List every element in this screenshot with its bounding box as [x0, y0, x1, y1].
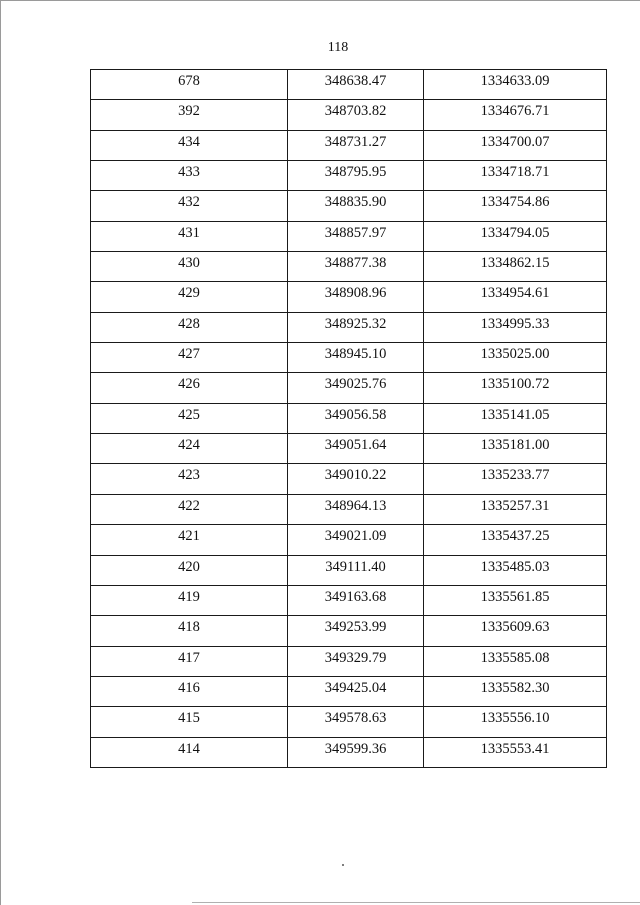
y-coordinate-cell: 1335609.63: [424, 616, 607, 646]
coordinates-table-body: [91, 70, 607, 768]
point-id-cell: 414: [91, 737, 288, 767]
point-id-cell: 427: [91, 343, 288, 373]
x-coordinate-cell: 348908.96: [288, 282, 424, 312]
table-row: [91, 252, 607, 282]
table-row: [91, 464, 607, 494]
y-coordinate-cell: 1334862.15: [424, 252, 607, 282]
point-id-cell: 418: [91, 616, 288, 646]
x-coordinate-cell: 349599.36: [288, 737, 424, 767]
table-row: [91, 70, 607, 100]
x-coordinate-cell: 348795.95: [288, 161, 424, 191]
point-id-cell: 432: [91, 191, 288, 221]
x-coordinate-cell: 348703.82: [288, 100, 424, 130]
table-row: [91, 343, 607, 373]
coordinates-table: [90, 69, 607, 768]
y-coordinate-cell: 1335585.08: [424, 646, 607, 676]
table-row: [91, 434, 607, 464]
point-id-cell: 678: [91, 70, 288, 100]
point-id-cell: 430: [91, 252, 288, 282]
table-row: [91, 494, 607, 524]
table-row: [91, 616, 607, 646]
point-id-cell: 392: [91, 100, 288, 130]
x-coordinate-cell: 348857.97: [288, 221, 424, 251]
y-coordinate-cell: 1334954.61: [424, 282, 607, 312]
x-coordinate-cell: 349253.99: [288, 616, 424, 646]
table-row: [91, 221, 607, 251]
table-row: [91, 525, 607, 555]
point-id-cell: 422: [91, 494, 288, 524]
table-row: [91, 403, 607, 433]
table-row: [91, 191, 607, 221]
point-id-cell: 426: [91, 373, 288, 403]
x-coordinate-cell: 349329.79: [288, 646, 424, 676]
table-row: [91, 161, 607, 191]
x-coordinate-cell: 348964.13: [288, 494, 424, 524]
scan-edge-top: [0, 0, 640, 1]
y-coordinate-cell: 1335556.10: [424, 707, 607, 737]
y-coordinate-cell: 1335100.72: [424, 373, 607, 403]
x-coordinate-cell: 348835.90: [288, 191, 424, 221]
point-id-cell: 416: [91, 676, 288, 706]
x-coordinate-cell: 349010.22: [288, 464, 424, 494]
table-row: [91, 676, 607, 706]
x-coordinate-cell: 349578.63: [288, 707, 424, 737]
x-coordinate-cell: 348945.10: [288, 343, 424, 373]
point-id-cell: 420: [91, 555, 288, 585]
y-coordinate-cell: 1335553.41: [424, 737, 607, 767]
table-row: [91, 373, 607, 403]
y-coordinate-cell: 1334995.33: [424, 312, 607, 342]
y-coordinate-cell: 1335181.00: [424, 434, 607, 464]
y-coordinate-cell: 1335257.31: [424, 494, 607, 524]
point-id-cell: 428: [91, 312, 288, 342]
table-row: [91, 707, 607, 737]
y-coordinate-cell: 1334676.71: [424, 100, 607, 130]
x-coordinate-cell: 349163.68: [288, 585, 424, 615]
y-coordinate-cell: 1335437.25: [424, 525, 607, 555]
point-id-cell: 434: [91, 130, 288, 160]
y-coordinate-cell: 1334794.05: [424, 221, 607, 251]
table-row: [91, 312, 607, 342]
table-row: [91, 585, 607, 615]
point-id-cell: 421: [91, 525, 288, 555]
x-coordinate-cell: 348925.32: [288, 312, 424, 342]
point-id-cell: 431: [91, 221, 288, 251]
y-coordinate-cell: 1334700.07: [424, 130, 607, 160]
x-coordinate-cell: 348638.47: [288, 70, 424, 100]
x-coordinate-cell: 349425.04: [288, 676, 424, 706]
point-id-cell: 429: [91, 282, 288, 312]
y-coordinate-cell: 1334633.09: [424, 70, 607, 100]
x-coordinate-cell: 349021.09: [288, 525, 424, 555]
table-row: [91, 282, 607, 312]
x-coordinate-cell: 349025.76: [288, 373, 424, 403]
y-coordinate-cell: 1335233.77: [424, 464, 607, 494]
y-coordinate-cell: 1335025.00: [424, 343, 607, 373]
page-number: 118: [327, 40, 349, 55]
point-id-cell: 415: [91, 707, 288, 737]
y-coordinate-cell: 1335485.03: [424, 555, 607, 585]
point-id-cell: 423: [91, 464, 288, 494]
y-coordinate-cell: 1335141.05: [424, 403, 607, 433]
point-id-cell: 417: [91, 646, 288, 676]
point-id-cell: 419: [91, 585, 288, 615]
y-coordinate-cell: 1334718.71: [424, 161, 607, 191]
scan-edge-bottom: [192, 902, 640, 903]
table-row: [91, 555, 607, 585]
table-row: [91, 130, 607, 160]
table-row: [91, 646, 607, 676]
y-coordinate-cell: 1335582.30: [424, 676, 607, 706]
x-coordinate-cell: 348731.27: [288, 130, 424, 160]
point-id-cell: 433: [91, 161, 288, 191]
x-coordinate-cell: 349051.64: [288, 434, 424, 464]
point-id-cell: 425: [91, 403, 288, 433]
table-row: [91, 737, 607, 767]
x-coordinate-cell: 349111.40: [288, 555, 424, 585]
x-coordinate-cell: 349056.58: [288, 403, 424, 433]
x-coordinate-cell: 348877.38: [288, 252, 424, 282]
y-coordinate-cell: 1334754.86: [424, 191, 607, 221]
table-row: [91, 100, 607, 130]
point-id-cell: 424: [91, 434, 288, 464]
y-coordinate-cell: 1335561.85: [424, 585, 607, 615]
scan-speck: [342, 864, 344, 866]
scan-edge-left: [0, 0, 1, 905]
